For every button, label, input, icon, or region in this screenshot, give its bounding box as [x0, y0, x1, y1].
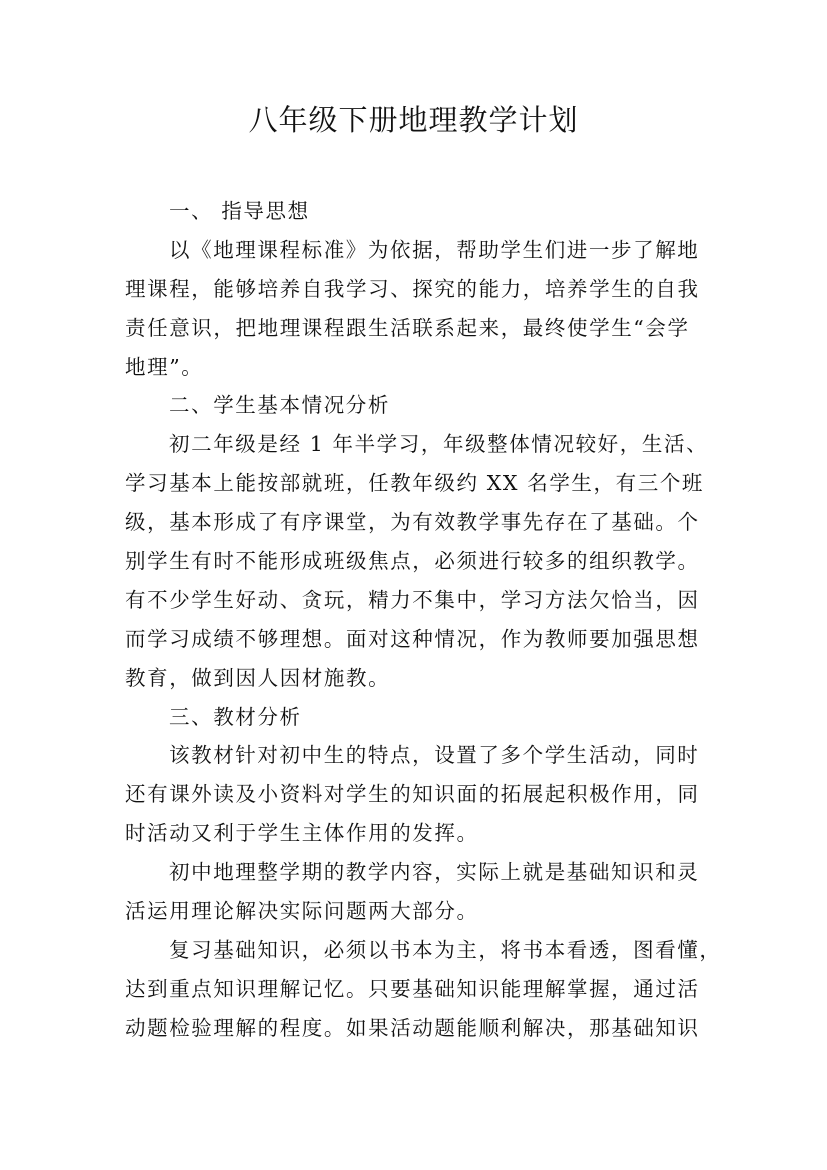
body-line: 以《地理课程标准》为依据，帮助学生们进一步了解地: [169, 237, 700, 262]
body-line: 一、 指导思想: [169, 199, 310, 223]
body-line: 有不少学生好动、贪玩，精力不集中，学习方法欠恰当，因: [125, 587, 700, 612]
body-line: 地理”。: [125, 354, 204, 379]
document-body: [125, 192, 722, 1048]
body-line: 动题检验理解的程度。如果活动题能顺利解决，那基础知识: [125, 1015, 700, 1040]
body-line: 理课程，能够培养自我学习、探究的能力，培养学生的自我: [125, 276, 700, 301]
body-line: 别学生有时不能形成班级焦点，必须进行较多的组织教学。: [125, 549, 700, 574]
body-line: 初中地理整学期的教学内容，实际上就是基础知识和灵: [169, 860, 700, 885]
body-line: 活运用理论解决实际问题两大部分。: [125, 899, 479, 924]
body-line: 该教材针对初中生的特点，设置了多个学生活动，同时: [169, 743, 700, 768]
body-line: 教育，做到因人因材施教。: [125, 665, 391, 690]
body-line: 二、学生基本情况分析: [169, 393, 390, 418]
body-line: 级，基本形成了有序课堂，为有效教学事先存在了基础。个: [125, 510, 700, 535]
body-line: 三、教材分析: [169, 704, 302, 729]
body-line: 责任意识，把地理课程跟生活联系起来，最终使学生“会学: [125, 315, 690, 340]
body-line: 时活动又利于学生主体作用的发挥。: [125, 821, 479, 846]
body-line: 而学习成绩不够理想。面对这种情况，作为教师要加强思想: [125, 626, 700, 651]
body-line: 复习基础知识，必须以书本为主，将书本看透，图看懂，: [169, 937, 722, 962]
body-line: 初二年级是经 1 年半学习，年级整体情况较好，生活、: [169, 432, 709, 457]
body-line: 还有课外读及小资料对学生的知识面的拓展起积极作用，同: [125, 782, 700, 807]
body-line: 达到重点知识理解记忆。只要基础知识能理解掌握，通过活: [125, 976, 700, 1001]
document-title: 八年级下册地理教学计划: [248, 103, 579, 137]
body-line: 学习基本上能按部就班，任教年级约 XX 名学生，有三个班: [125, 471, 705, 496]
